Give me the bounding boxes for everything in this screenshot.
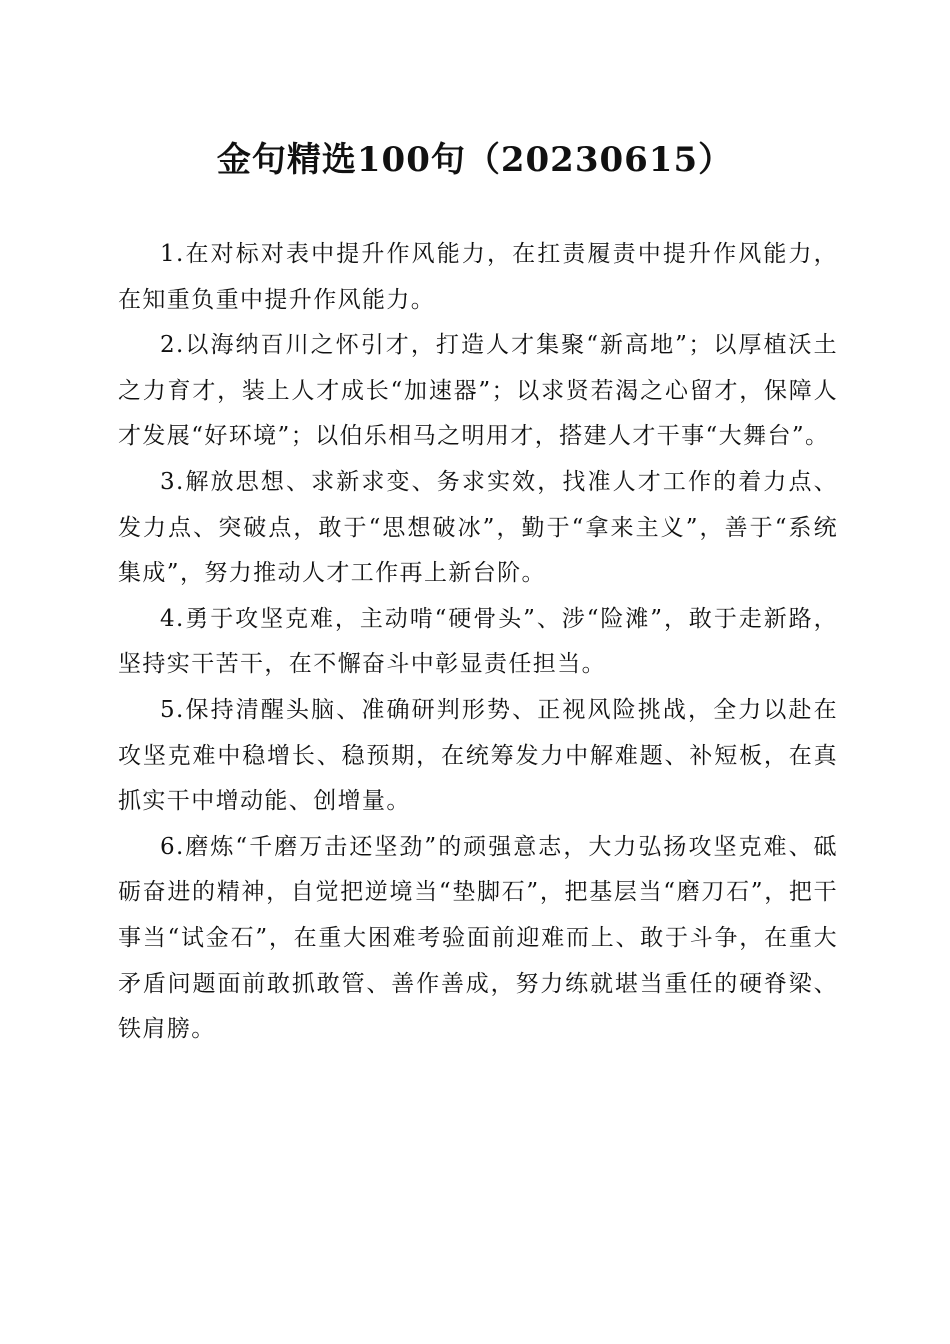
- paragraph-2: 2.以海纳百川之怀引才，打造人才集聚“新高地”；以厚植沃土之力育才，装上人才成长“加速器”；以求贤若渴之心留才，保障人才发展“好环境”；以伯乐相马之明用才，搭建人才干事“大舞台”。: [118, 332, 838, 450]
- document-body: [118, 232, 838, 1053]
- paragraph-4: 4.勇于攻坚克难，主动啃“硬骨头”、涉“险滩”，敢于走新路，坚持实干苦干，在不懈奋斗中彰显责任担当。: [118, 605, 838, 678]
- paragraph-6: 6.磨炼“千磨万击还坚劲”的顽强意志，大力弘扬攻坚克难、砥砺奋进的精神，自觉把逆境当“垫脚石”，把基层当“磨刀石”，把干事当“试金石”，在重大困难考验面前迎难而上、敢于斗争，在重大矛盾问题面前敢抓敢管、善作善成，努力练就堪当重任的硬脊梁、铁肩膀。: [118, 833, 838, 1043]
- document-title: 金句精选100句（20230615）: [216, 140, 734, 180]
- paragraph-3: 3.解放思想、求新求变、务求实效，找准人才工作的着力点、发力点、突破点，敢于“思想破冰”，勤于“拿来主义”，善于“系统集成”，努力推动人才工作再上新台阶。: [118, 468, 838, 587]
- paragraph-5: 5.保持清醒头脑、准确研判形势、正视风险挑战，全力以赴在攻坚克难中稳增长、稳预期，在统筹发力中解难题、补短板，在真抓实干中增动能、创增量。: [118, 696, 838, 815]
- paragraph-1: 1.在对标对表中提升作风能力，在扛责履责中提升作风能力，在知重负重中提升作风能力。: [118, 241, 838, 313]
